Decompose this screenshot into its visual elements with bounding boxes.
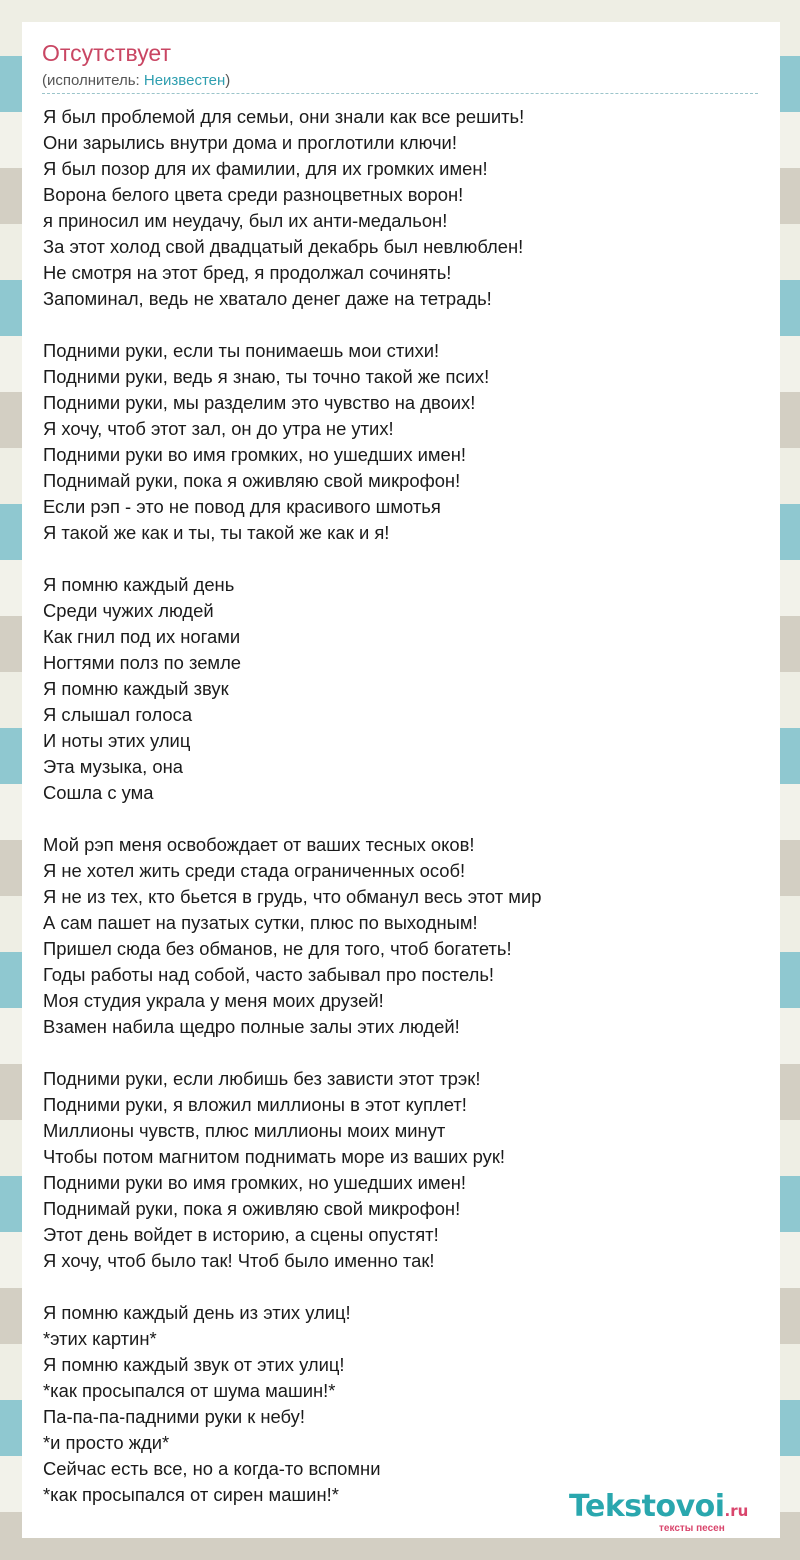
lyric-line: Миллионы чувств, плюс миллионы моих минут bbox=[43, 1120, 446, 1141]
lyric-line: Моя студия украла у меня моих друзей! bbox=[43, 990, 384, 1011]
lyric-line: Подними руки, если любишь без зависти этот трэк! bbox=[43, 1068, 481, 1089]
lyric-line: Сошла с ума bbox=[43, 782, 154, 803]
lyric-line: Эта музыка, она bbox=[43, 756, 183, 777]
lyric-line: Па-па-па-падними руки к небу! bbox=[43, 1406, 305, 1427]
lyric-line: Этот день войдет в историю, а сцены опустят! bbox=[43, 1224, 439, 1245]
song-title: Отсутствует bbox=[42, 40, 171, 66]
lyric-line: Я помню каждый день из этих улиц! bbox=[43, 1302, 351, 1323]
lyric-line: Подними руки, если ты понимаешь мои стихи! bbox=[43, 340, 440, 361]
lyric-line: Я хочу, чтоб этот зал, он до утра не утих! bbox=[43, 418, 394, 439]
site-logo[interactable] bbox=[569, 1490, 769, 1536]
lyric-line: Я был проблемой для семьи, они знали как все решить! bbox=[43, 106, 525, 127]
lyric-line: Подними руки, мы разделим это чувство на двоих! bbox=[43, 392, 476, 413]
lyric-line: Подними руки во имя громких, но ушедших имен! bbox=[43, 444, 467, 465]
lyric-line: *как просыпался от шума машин!* bbox=[43, 1380, 336, 1401]
lyrics-stanza bbox=[43, 104, 773, 312]
lyric-line: Среди чужих людей bbox=[43, 600, 214, 621]
title-divider bbox=[42, 93, 758, 94]
lyric-line: Ногтями полз по земле bbox=[43, 652, 242, 673]
lyric-line: За этот холод свой двадцатый декабрь был невлюблен! bbox=[43, 236, 524, 257]
lyric-line: Сейчас есть все, но а когда-то вспомни bbox=[43, 1458, 381, 1479]
lyric-line: Подними руки, я вложил миллионы в этот куплет! bbox=[43, 1094, 467, 1115]
lyric-line: Я хочу, чтоб было так! Чтоб было именно так! bbox=[43, 1250, 435, 1271]
lyric-line: Как гнил под их ногами bbox=[43, 626, 241, 647]
lyric-line: Запоминал, ведь не хватало денег даже на тетрадь! bbox=[43, 288, 492, 309]
artist-line bbox=[42, 72, 230, 89]
lyric-line: Поднимай руки, пока я оживляю свой микрофон! bbox=[43, 1198, 461, 1219]
lyric-line: Подними руки во имя громких, но ушедших имен! bbox=[43, 1172, 467, 1193]
lyric-line: Я не хотел жить среди стада ограниченных особ! bbox=[43, 860, 466, 881]
lyric-line: Я помню каждый день bbox=[43, 574, 235, 595]
lyrics-stanza bbox=[43, 832, 773, 1040]
lyric-line: Я слышал голоса bbox=[43, 704, 193, 725]
lyrics-text bbox=[43, 104, 773, 1534]
artist-link[interactable]: Неизвестен bbox=[143, 72, 226, 89]
lyric-line: Я был позор для их фамилии, для их громких имен! bbox=[43, 158, 488, 179]
lyric-line: *и просто жди* bbox=[43, 1432, 170, 1453]
lyric-line: Взамен набила щедро полные залы этих людей! bbox=[43, 1016, 460, 1037]
lyric-line: Годы работы над собой, часто забывал про постель! bbox=[43, 964, 495, 985]
lyrics-stanza bbox=[43, 338, 773, 546]
lyrics-stanza bbox=[43, 1300, 773, 1508]
lyric-line: Чтобы потом магнитом поднимать море из ваших рук! bbox=[43, 1146, 506, 1167]
lyric-line: Мой рэп меня освобождает от ваших тесных оков! bbox=[43, 834, 475, 855]
artist-suffix: ) bbox=[225, 72, 231, 89]
lyric-line: Я помню каждый звук bbox=[43, 678, 229, 699]
lyrics-stanza bbox=[43, 572, 773, 806]
lyric-line: Если рэп - это не повод для красивого шмотья bbox=[43, 496, 441, 517]
lyric-line: Не смотря на этот бред, я продолжал сочинять! bbox=[43, 262, 452, 283]
lyric-line: И ноты этих улиц bbox=[43, 730, 191, 751]
logo-tagline: тексты песен bbox=[659, 1523, 725, 1534]
lyric-line: Я такой же как и ты, ты такой же как и я! bbox=[43, 522, 390, 543]
lyric-line: А сам пашет на пузатых сутки, плюс по выходным! bbox=[43, 912, 478, 933]
lyric-line: Пришел сюда без обманов, не для того, чтоб богатеть! bbox=[43, 938, 512, 959]
lyrics-stanza bbox=[43, 1066, 773, 1274]
lyrics-card bbox=[22, 22, 780, 1538]
lyric-line: *этих картин* bbox=[43, 1328, 157, 1349]
logo-main-text: Tekstovoi bbox=[569, 1489, 725, 1524]
lyric-line: Поднимай руки, пока я оживляю свой микрофон! bbox=[43, 470, 461, 491]
lyric-line: Я не из тех, кто бьется в грудь, что обманул весь этот мир bbox=[43, 886, 542, 907]
lyric-line: я приносил им неудачу, был их анти-медальон! bbox=[43, 210, 448, 231]
logo-tld: .ru bbox=[724, 1502, 749, 1520]
lyric-line: Подними руки, ведь я знаю, ты точно такой же псих! bbox=[43, 366, 490, 387]
lyric-line: *как просыпался от сирен машин!* bbox=[43, 1484, 339, 1505]
artist-prefix: (исполнитель: bbox=[42, 72, 144, 89]
lyric-line: Ворона белого цвета среди разноцветных ворон! bbox=[43, 184, 464, 205]
lyric-line: Я помню каждый звук от этих улиц! bbox=[43, 1354, 345, 1375]
lyric-line: Они зарылись внутри дома и проглотили ключи! bbox=[43, 132, 457, 153]
